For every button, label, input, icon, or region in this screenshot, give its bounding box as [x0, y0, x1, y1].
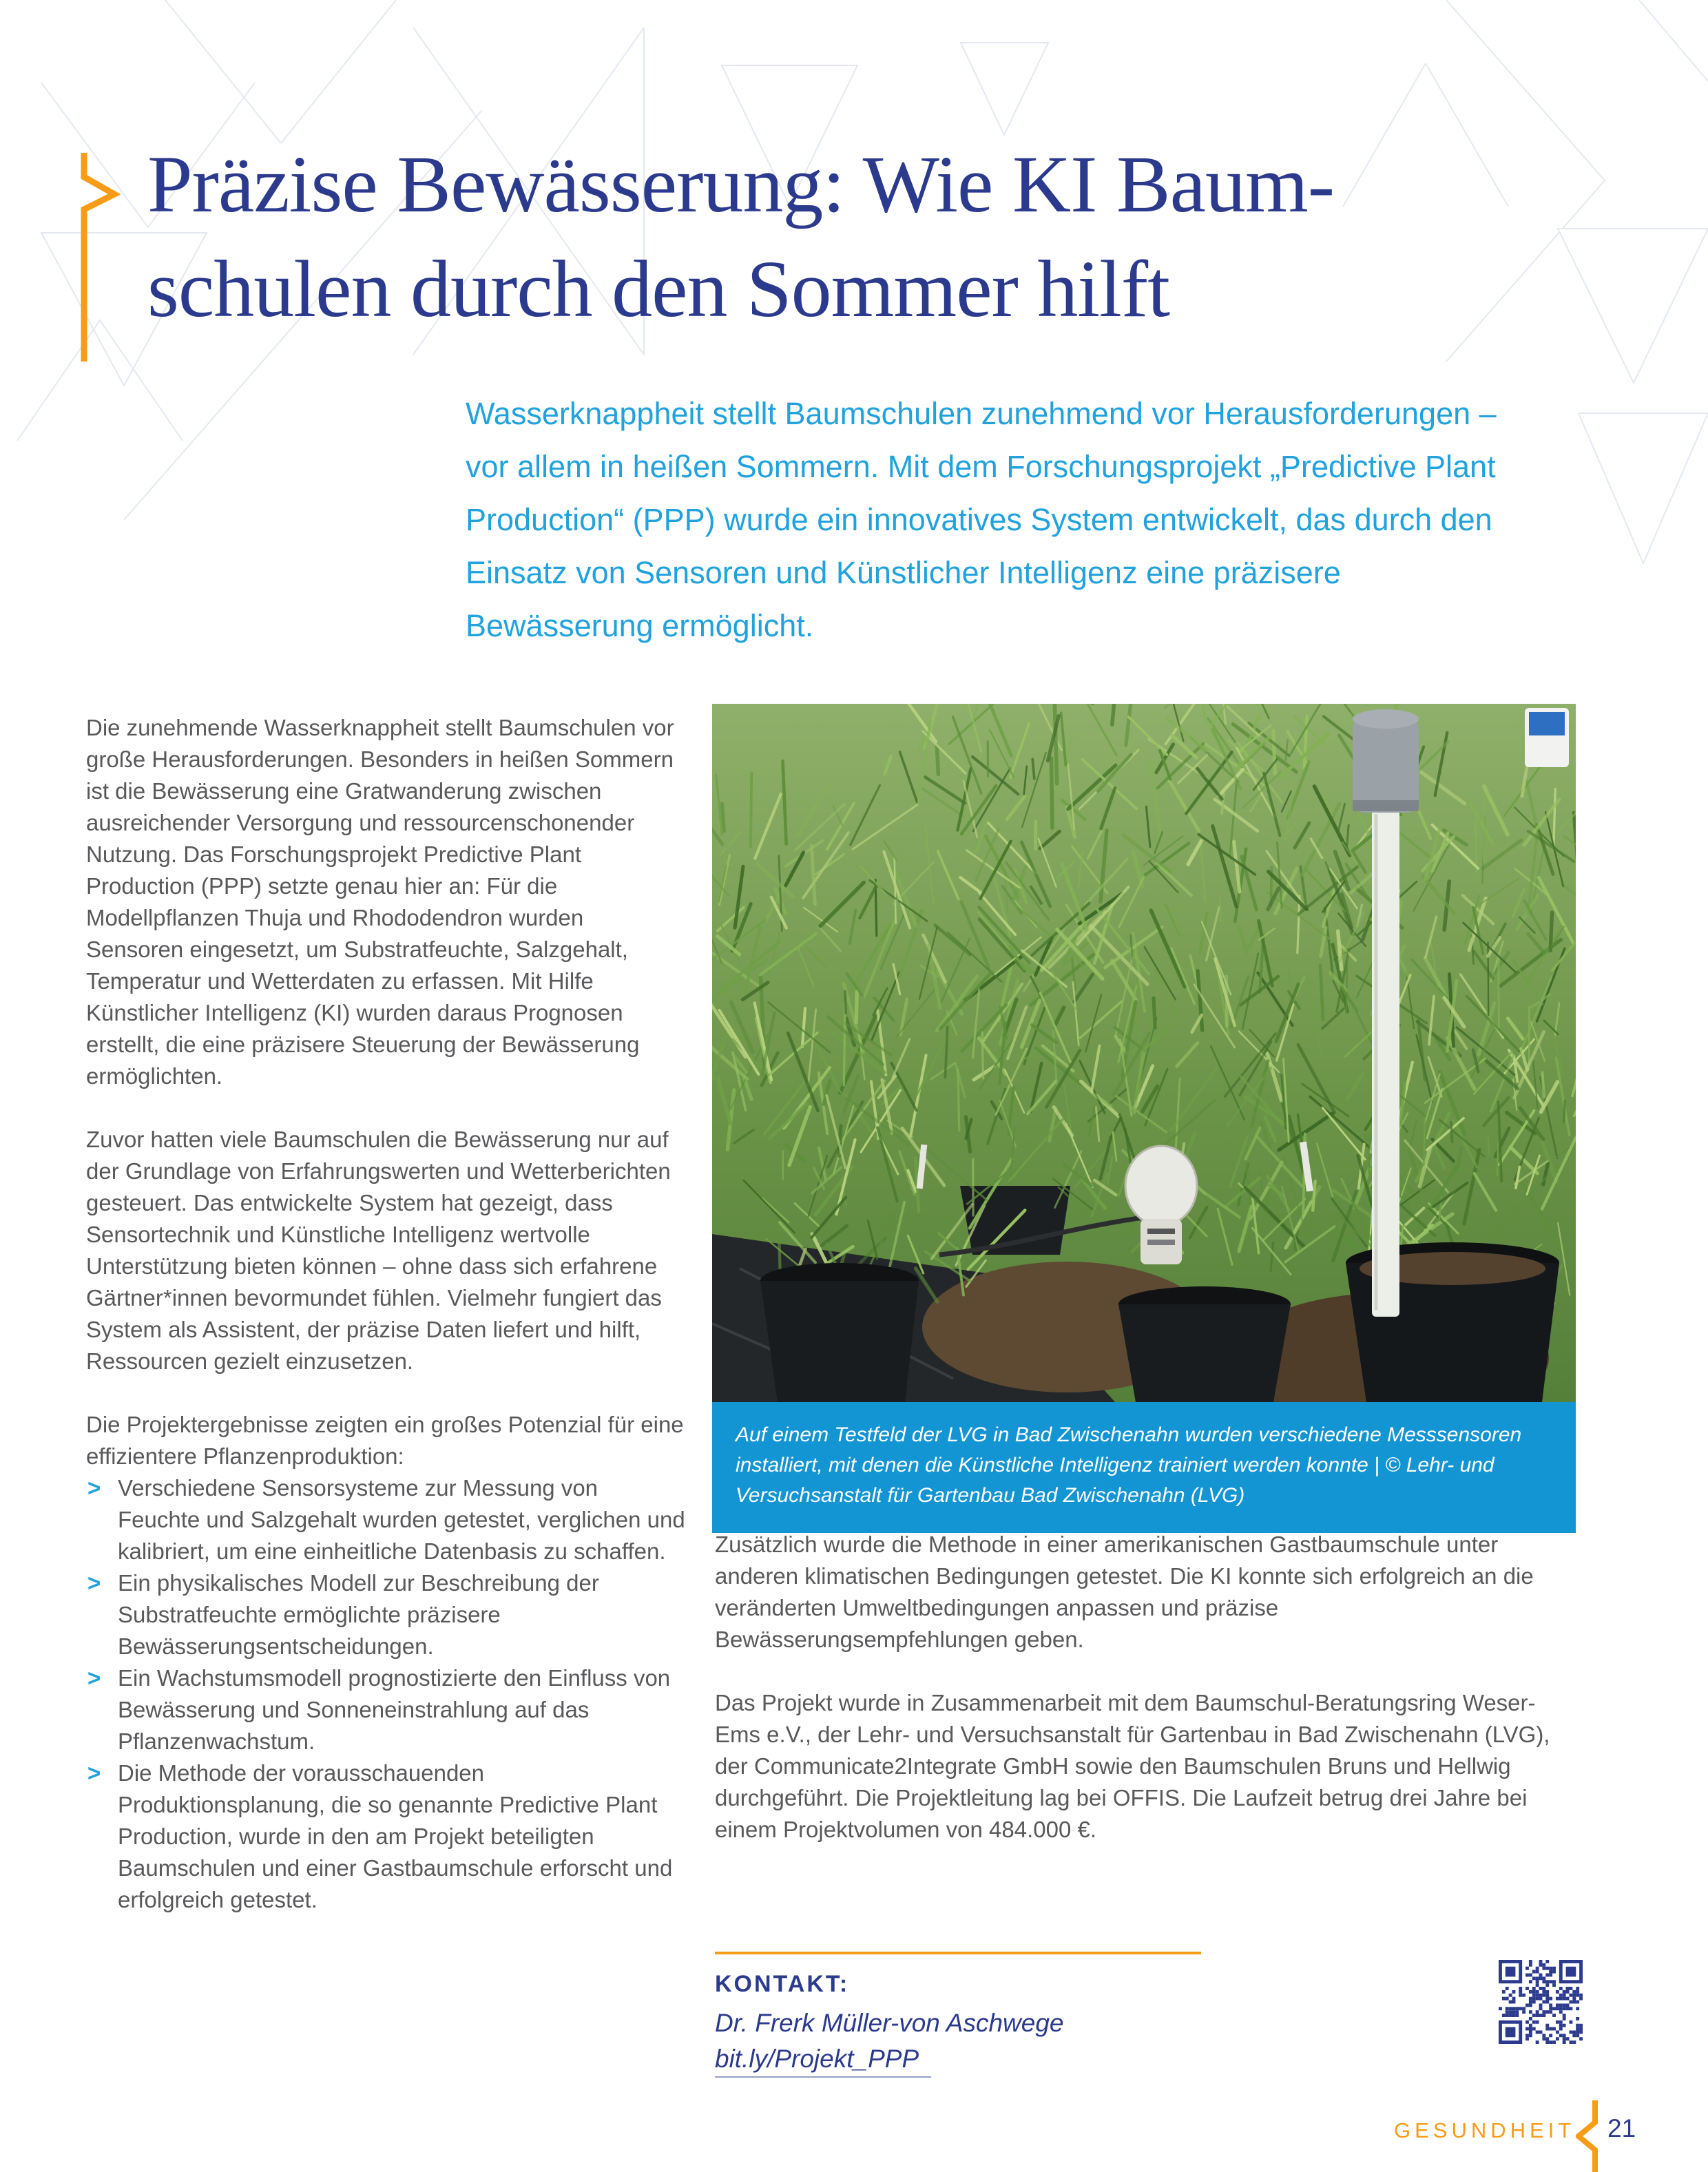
bullet-chevron-icon: > [87, 1665, 101, 1691]
list-item [86, 1662, 685, 1757]
title-chevron-icon [80, 153, 121, 362]
contact-heading: KONTAKT: [715, 1971, 850, 1997]
bullet-chevron-icon: > [87, 1760, 101, 1786]
footer-chevron-icon [1576, 2100, 1599, 2172]
footer-section-label: GESUNDHEIT [1394, 2118, 1576, 2142]
article-photo [712, 704, 1576, 1533]
photo-caption: Auf einem Testfeld der LVG in Bad Zwischenahn wurden verschiedene Messsensoren installiert, mit denen die Künstliche Intelligenz trainiert werden konnte | © Lehr- und Versuchsanstalt für Gartenbau Bad Zwischenahn (LVG) [712, 1402, 1576, 1533]
intro-paragraph: Wasserknappheit stellt Baumschulen zunehmend vor Herausforderungen – vor allem in heißen Sommern. Mit dem Forschungsprojekt „Predictive Plant Production“ (PPP) wurde ein innovatives System entwickelt, das durch den Einsatz von Sensoren und Künstlicher Intelligenz eine präzisere Bewässerung ermöglicht. [466, 396, 1497, 643]
contact-name: Dr. Frerk Müller-von Aschwege [715, 2009, 1064, 2037]
contact-block [715, 1952, 1211, 2078]
list-item-text: Ein Wachstumsmodell prognostizierte den Einfluss von Bewässerung und Sonneneinstrahlung auf das Pflanzenwachstum. [118, 1665, 671, 1754]
plant-pot [1118, 1304, 1291, 1402]
list-item-text: Verschiedene Sensorsysteme zur Messung von Feuchte und Salzgehalt wurden getestet, verglichen und kalibriert, um eine einheitliche Datenbasis zu schaffen. [118, 1475, 685, 1564]
article-paragraph-4: Das Projekt wurde in Zusammenarbeit mit dem Baumschul-Beratungsring Weser-Ems e.V., der Lehr- und Versuchsanstalt für Gartenbau in Bad Zwischenahn (LVG), der Communicate2Integrate GmbH sowie den Baumschulen Bruns und Hellwig durchgeführt. Die Projektleitung lag bei OFFIS. Die Laufzeit betrug drei Jahre bei einem Projektvolumen von 484.000 €. [715, 1690, 1550, 1842]
page-title-line-2: schulen durch den Sommer hilft [147, 244, 1170, 334]
results-list-intro: Die Projektergebnisse zeigten ein großes Potenzial für eine effizientere Pflanzenproduktion: [86, 1412, 684, 1469]
list-item [86, 1757, 685, 1916]
list-item [86, 1567, 685, 1662]
contact-link[interactable]: bit.ly/Projekt_PPP [715, 2045, 931, 2078]
article-paragraph-3: Zusätzlich wurde die Methode in einer amerikanischen Gastbaumschule unter anderen klimatischen Bedingungen getestet. Die KI konnte sich erfolgreich an die veränderten Umweltbedingungen anpassen und präzise Bewässerungsempfehlungen geben. [715, 1532, 1534, 1652]
list-item-text: Die Methode der vorausschauenden Produktionsplanung, die so genannte Predictive Plant Production, wurde in den am Projekt beteiligten Baumschulen und einer Gastbaumschule erforscht und erfolgreich getestet. [118, 1760, 673, 1912]
article-paragraph-1: Die zunehmende Wasserknappheit stellt Baumschulen vor große Herausforderungen. Besonders in heißen Sommern ist die Bewässerung eine Gratwanderung zwischen ausreichender Versorgung und ressourcenschonender Nutzung. Das Forschungsprojekt Predictive Plant Production (PPP) setzte genau hier an: Für die Modellpflanzen Thuja und Rhododendron wurden Sensoren eingesetzt, um Substratfeuchte, Salzgehalt, Temperatur und Wetterdaten zu erfassen. Mit Hilfe Künstlicher Intelligenz (KI) wurden daraus Prognosen erstellt, die eine präzisere Steuerung der Bewässerung ermöglichten. [86, 715, 674, 1089]
bullet-chevron-icon: > [87, 1570, 101, 1596]
nursery-photo-illustration [712, 704, 1576, 1402]
list-item [86, 1472, 685, 1567]
results-list [86, 1472, 685, 1916]
article-right-column [715, 1529, 1577, 1846]
footer-page-number: 21 [1607, 2114, 1636, 2142]
device-label [1529, 712, 1565, 735]
page-title-line-1: Präzise Bewässerung: Wie KI Baum- [147, 139, 1335, 229]
article-left-column [86, 712, 685, 1916]
article-paragraph-2: Zuvor hatten viele Baumschulen die Bewässerung nur auf der Grundlage von Erfahrungswerten und Wetterberichten gesteuert. Das entwickelte System hat gezeigt, dass Sensortechnik und Künstliche Intelligenz wertvolle Unterstützung bieten können – ohne dass sich erfahrene Gärtner*innen bevormundet fühlen. Vielmehr fungiert das System als Assistent, der präzise Daten liefert und hilft, Ressourcen gezielt einzusetzen. [86, 1127, 671, 1374]
contact-divider [715, 1952, 1201, 1954]
page-title [147, 132, 1334, 342]
sensor-cap [1353, 716, 1419, 813]
qr-code [1499, 1960, 1583, 2044]
list-item-text: Ein physikalisches Modell zur Beschreibung der Substratfeuchte ermöglichte präzisere Bewässerungsentscheidungen. [118, 1570, 599, 1659]
bullet-chevron-icon: > [87, 1475, 101, 1501]
plant-pot [760, 1281, 919, 1402]
